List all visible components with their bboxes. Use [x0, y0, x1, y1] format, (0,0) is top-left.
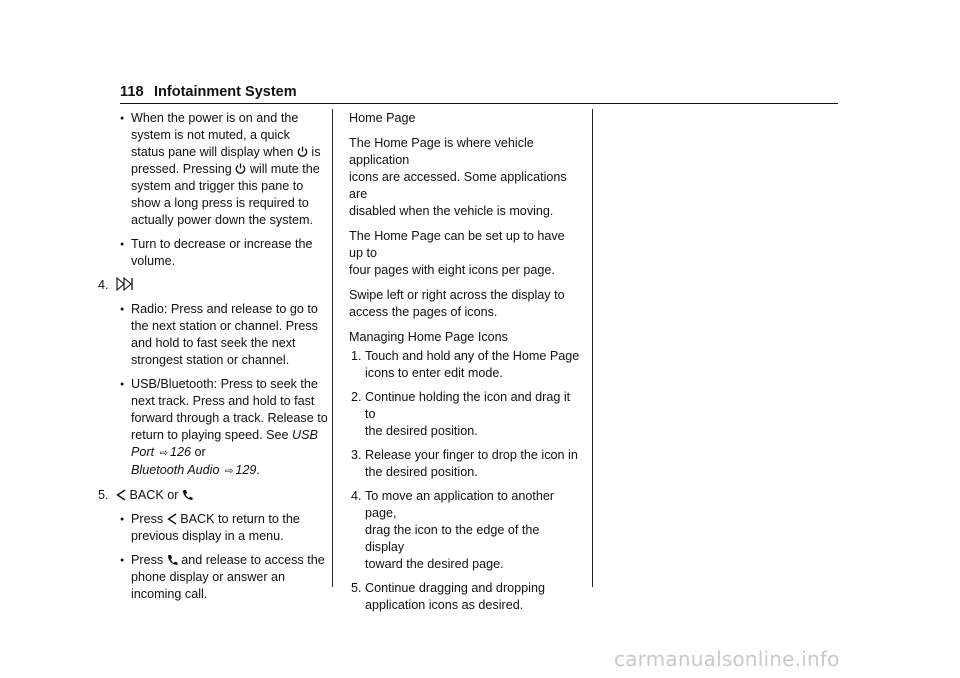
- phone-icon: [167, 554, 178, 566]
- list-item: 1. Touch and hold any of the Home Page icons to enter edit mode.: [351, 349, 580, 380]
- column-divider-left: [332, 109, 333, 587]
- page-ref-126[interactable]: 126: [170, 445, 192, 459]
- link-usb-port-cont[interactable]: Port: [131, 445, 155, 459]
- bullet-usb-seek: ● USB/Bluetooth: Press to seek the next track. Press and hold to fast forward through a track. Release to return to playing speed. See USB Port ⇨ 126 or Bluetooth Audio ⇨ 129.: [98, 376, 328, 480]
- bullet-volume: ● Turn to decrease or increase the volume.: [98, 236, 328, 270]
- bullet-power-status: ● When the power is on and the system is not muted, a quick status pane will display when is pressed. Pressing will mute the system and trigger this pane to show a long press is required to actually power down the system.: [98, 110, 328, 229]
- column-right: [349, 110, 581, 621]
- power-icon: [235, 163, 246, 175]
- paragraph-home-page-intro: The Home Page is where vehicle application icons are accessed. Some applications are disabled when the vehicle is moving.: [349, 136, 567, 218]
- list-item: 5. Continue dragging and dropping application icons as desired.: [351, 581, 545, 612]
- column-divider-right: [592, 109, 593, 587]
- bullet-radio-seek: ● Radio: Press and release to go to the next station or channel. Press and hold to fast seek the next strongest station or channel.: [98, 301, 328, 369]
- seek-forward-icon: [116, 277, 134, 291]
- link-usb-port[interactable]: USB: [292, 428, 318, 442]
- page-ref-arrow-icon: ⇨: [224, 466, 234, 477]
- link-bluetooth-audio[interactable]: Bluetooth Audio: [131, 463, 220, 477]
- power-icon: [297, 146, 308, 158]
- back-chevron-icon: [167, 513, 177, 525]
- page-ref-129[interactable]: 129: [235, 463, 257, 477]
- page-number: 118: [120, 84, 144, 100]
- page-ref-arrow-icon: ⇨: [159, 448, 168, 459]
- back-chevron-icon: [116, 489, 126, 501]
- section-title: Infotainment System: [154, 84, 297, 100]
- column-left: [98, 110, 328, 610]
- step-4-seek: 4.: [98, 277, 328, 294]
- bullet-phone: ● Press and release to access the phone display or answer an incoming call.: [98, 552, 328, 603]
- list-item: 2. Continue holding the icon and drag it to the desired position.: [351, 390, 571, 438]
- list-item: 4. To move an application to another page, drag the icon to the edge of the display toward the desired page.: [351, 489, 555, 571]
- list-item: 3. Release your finger to drop the icon in the desired position.: [351, 448, 578, 479]
- subheading-managing-icons: Managing Home Page Icons: [349, 330, 508, 344]
- paragraph-swipe: Swipe left or right across the display to access the pages of icons.: [349, 288, 565, 319]
- watermark: carmanualsonline.info: [614, 647, 840, 671]
- paragraph-home-page-pages: The Home Page can be set up to have up to four pages with eight icons per page.: [349, 229, 565, 277]
- heading-home-page: Home Page: [349, 111, 416, 125]
- step-5-back-phone: 5. BACK or: [98, 487, 328, 504]
- bullet-back: ● Press BACK to return to the previous display in a menu.: [98, 511, 328, 545]
- phone-icon: [182, 489, 193, 501]
- page-header: [120, 84, 838, 104]
